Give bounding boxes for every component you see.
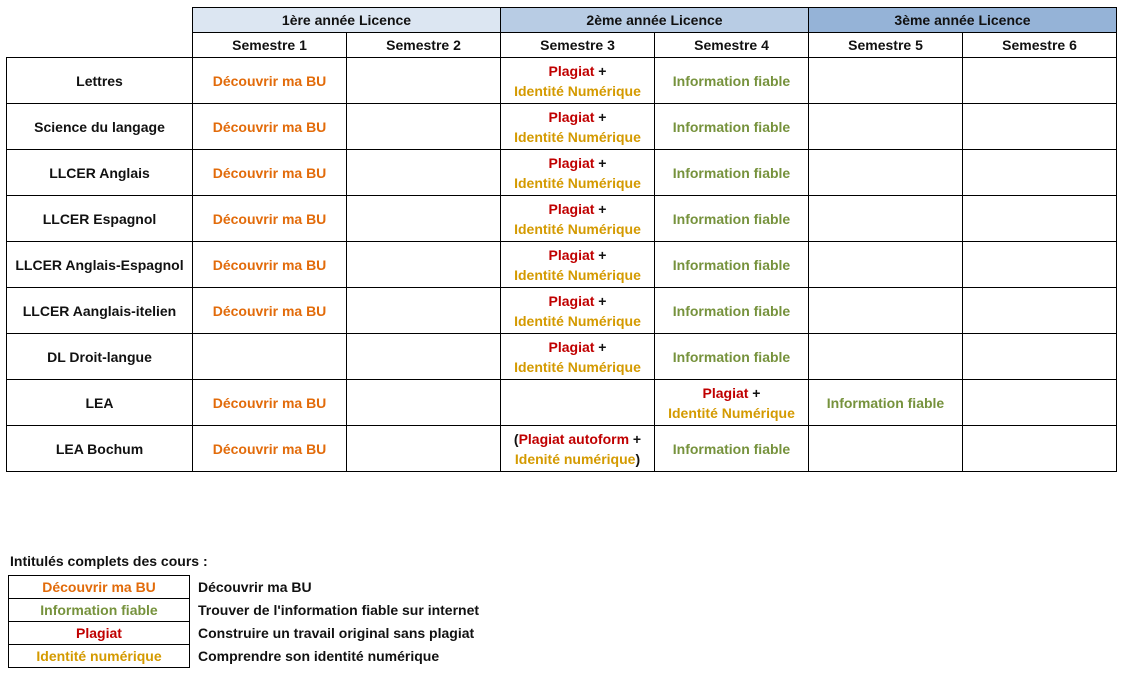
empty-cell — [347, 426, 501, 472]
course-cell — [655, 58, 809, 104]
empty-cell — [963, 288, 1117, 334]
course-cell — [193, 196, 347, 242]
course-cell — [193, 242, 347, 288]
course-cell — [809, 380, 963, 426]
empty-cell — [963, 426, 1117, 472]
legend-desc: Trouver de l'information fiable sur internet — [198, 602, 480, 618]
course-decouvrir: Découvrir ma BU — [212, 440, 327, 457]
empty-cell — [347, 150, 501, 196]
course-identite: Identité Numérique — [668, 404, 795, 421]
empty-cell — [347, 104, 501, 150]
empty-cell — [501, 380, 655, 426]
course-info: Information fiable — [672, 302, 791, 319]
empty-cell — [963, 380, 1117, 426]
empty-cell — [347, 288, 501, 334]
legend-key: Plagiat — [9, 622, 190, 645]
course-identite: Identité Numérique — [514, 266, 641, 283]
course-cell — [193, 104, 347, 150]
year-2-header: 2ème année Licence — [501, 8, 809, 33]
course-plagiat: Plagiat — [548, 200, 595, 217]
course-plagiat: Plagiat — [548, 292, 595, 309]
empty-cell — [809, 426, 963, 472]
course-identite: Identité Numérique — [514, 358, 641, 375]
empty-cell — [809, 150, 963, 196]
course-plagiat: Plagiat — [548, 108, 595, 125]
course-cell — [655, 150, 809, 196]
plus-sign: + — [594, 108, 607, 125]
legend-desc: Découvrir ma BU — [198, 579, 312, 595]
semester-header: Semestre 6 — [963, 33, 1117, 58]
semester-header: Semestre 4 — [655, 33, 809, 58]
course-cell — [655, 104, 809, 150]
table-row — [7, 242, 1117, 288]
course-plagiat: Plagiat — [702, 384, 749, 401]
course-info: Information fiable — [672, 72, 791, 89]
course-schedule-table — [6, 7, 1117, 472]
empty-cell — [347, 380, 501, 426]
course-cell — [501, 288, 655, 334]
course-cell — [193, 426, 347, 472]
empty-cell — [347, 58, 501, 104]
course-idenite: Idenité numérique — [514, 450, 636, 467]
legend-row — [9, 599, 480, 622]
empty-cell — [963, 104, 1117, 150]
program-label: LLCER Espagnol — [7, 196, 193, 242]
course-decouvrir: Découvrir ma BU — [212, 394, 327, 411]
course-info: Information fiable — [672, 118, 791, 135]
course-info: Information fiable — [672, 256, 791, 273]
empty-cell — [963, 334, 1117, 380]
plus-sign: + — [594, 62, 607, 79]
course-decouvrir: Découvrir ma BU — [212, 118, 327, 135]
program-label: LEA — [7, 380, 193, 426]
year-3-header: 3ème année Licence — [809, 8, 1117, 33]
legend-desc: Construire un travail original sans plagiat — [198, 625, 475, 641]
course-identite: Identité Numérique — [514, 128, 641, 145]
course-info: Information fiable — [672, 210, 791, 227]
table-row — [7, 426, 1117, 472]
plus-sign: + — [594, 292, 607, 309]
table-row — [7, 150, 1117, 196]
course-decouvrir: Découvrir ma BU — [212, 302, 327, 319]
legend-row — [9, 576, 480, 599]
empty-cell — [347, 242, 501, 288]
empty-cell — [809, 242, 963, 288]
legend-key: Information fiable — [9, 599, 190, 622]
course-info: Information fiable — [672, 164, 791, 181]
legend-desc: Comprendre son identité numérique — [198, 648, 440, 664]
empty-cell — [809, 104, 963, 150]
open-paren: ( — [513, 430, 519, 447]
course-cell — [655, 380, 809, 426]
plus-sign: + — [594, 246, 607, 263]
table-row — [7, 104, 1117, 150]
course-decouvrir: Découvrir ma BU — [212, 256, 327, 273]
course-decouvrir: Découvrir ma BU — [212, 164, 327, 181]
program-label: LLCER Anglais — [7, 150, 193, 196]
empty-cell — [963, 150, 1117, 196]
empty-cell — [809, 288, 963, 334]
course-cell — [193, 380, 347, 426]
empty-cell — [809, 58, 963, 104]
legend-key: Découvrir ma BU — [9, 576, 190, 599]
program-label: LEA Bochum — [7, 426, 193, 472]
program-label: LLCER Anglais-Espagnol — [7, 242, 193, 288]
corner-cell — [7, 8, 193, 33]
course-cell — [501, 242, 655, 288]
course-plagiat: Plagiat — [548, 62, 595, 79]
course-decouvrir: Découvrir ma BU — [212, 210, 327, 227]
plus-sign: + — [629, 430, 642, 447]
plus-sign: + — [594, 154, 607, 171]
course-cell — [655, 242, 809, 288]
course-cell — [501, 104, 655, 150]
legend-row — [9, 622, 480, 645]
course-cell — [501, 58, 655, 104]
course-cell — [501, 150, 655, 196]
course-cell — [655, 288, 809, 334]
course-cell — [193, 288, 347, 334]
course-cell — [501, 426, 655, 472]
empty-cell — [347, 334, 501, 380]
legend-table — [8, 575, 480, 668]
course-cell — [655, 196, 809, 242]
legend-key: Identité numérique — [9, 645, 190, 668]
course-cell — [501, 334, 655, 380]
program-label: LLCER Aanglais-itelien — [7, 288, 193, 334]
program-label: DL Droit-langue — [7, 334, 193, 380]
empty-cell — [963, 196, 1117, 242]
corner-cell — [7, 33, 193, 58]
year-header-row — [7, 8, 1117, 33]
course-info: Information fiable — [672, 348, 791, 365]
year-1-header: 1ère année Licence — [193, 8, 501, 33]
course-cell — [655, 426, 809, 472]
program-label: Lettres — [7, 58, 193, 104]
legend-title: Intitulés complets des cours : — [10, 553, 208, 569]
plus-sign: + — [594, 338, 607, 355]
plus-sign: + — [748, 384, 761, 401]
empty-cell — [193, 334, 347, 380]
course-identite: Identité Numérique — [514, 174, 641, 191]
course-plagiat: Plagiat — [548, 246, 595, 263]
course-identite: Identité Numérique — [514, 82, 641, 99]
semester-header: Semestre 3 — [501, 33, 655, 58]
course-plagiat: Plagiat — [548, 338, 595, 355]
course-decouvrir: Découvrir ma BU — [212, 72, 327, 89]
empty-cell — [809, 196, 963, 242]
semester-header-row — [7, 33, 1117, 58]
table-row — [7, 334, 1117, 380]
course-plagiat-autoform: Plagiat autoform — [518, 430, 630, 447]
table-row — [7, 58, 1117, 104]
course-cell — [193, 150, 347, 196]
course-plagiat: Plagiat — [548, 154, 595, 171]
course-cell — [193, 58, 347, 104]
table-row — [7, 380, 1117, 426]
course-identite: Identité Numérique — [514, 220, 641, 237]
course-cell — [501, 196, 655, 242]
table-row — [7, 288, 1117, 334]
table-row — [7, 196, 1117, 242]
course-info: Information fiable — [672, 440, 791, 457]
close-paren: ) — [635, 450, 641, 467]
empty-cell — [963, 242, 1117, 288]
empty-cell — [963, 58, 1117, 104]
course-identite: Identité Numérique — [514, 312, 641, 329]
course-info: Information fiable — [826, 394, 945, 411]
empty-cell — [809, 334, 963, 380]
semester-header: Semestre 2 — [347, 33, 501, 58]
legend-row — [9, 645, 480, 668]
semester-header: Semestre 1 — [193, 33, 347, 58]
program-label: Science du langage — [7, 104, 193, 150]
plus-sign: + — [594, 200, 607, 217]
course-cell — [655, 334, 809, 380]
semester-header: Semestre 5 — [809, 33, 963, 58]
empty-cell — [347, 196, 501, 242]
